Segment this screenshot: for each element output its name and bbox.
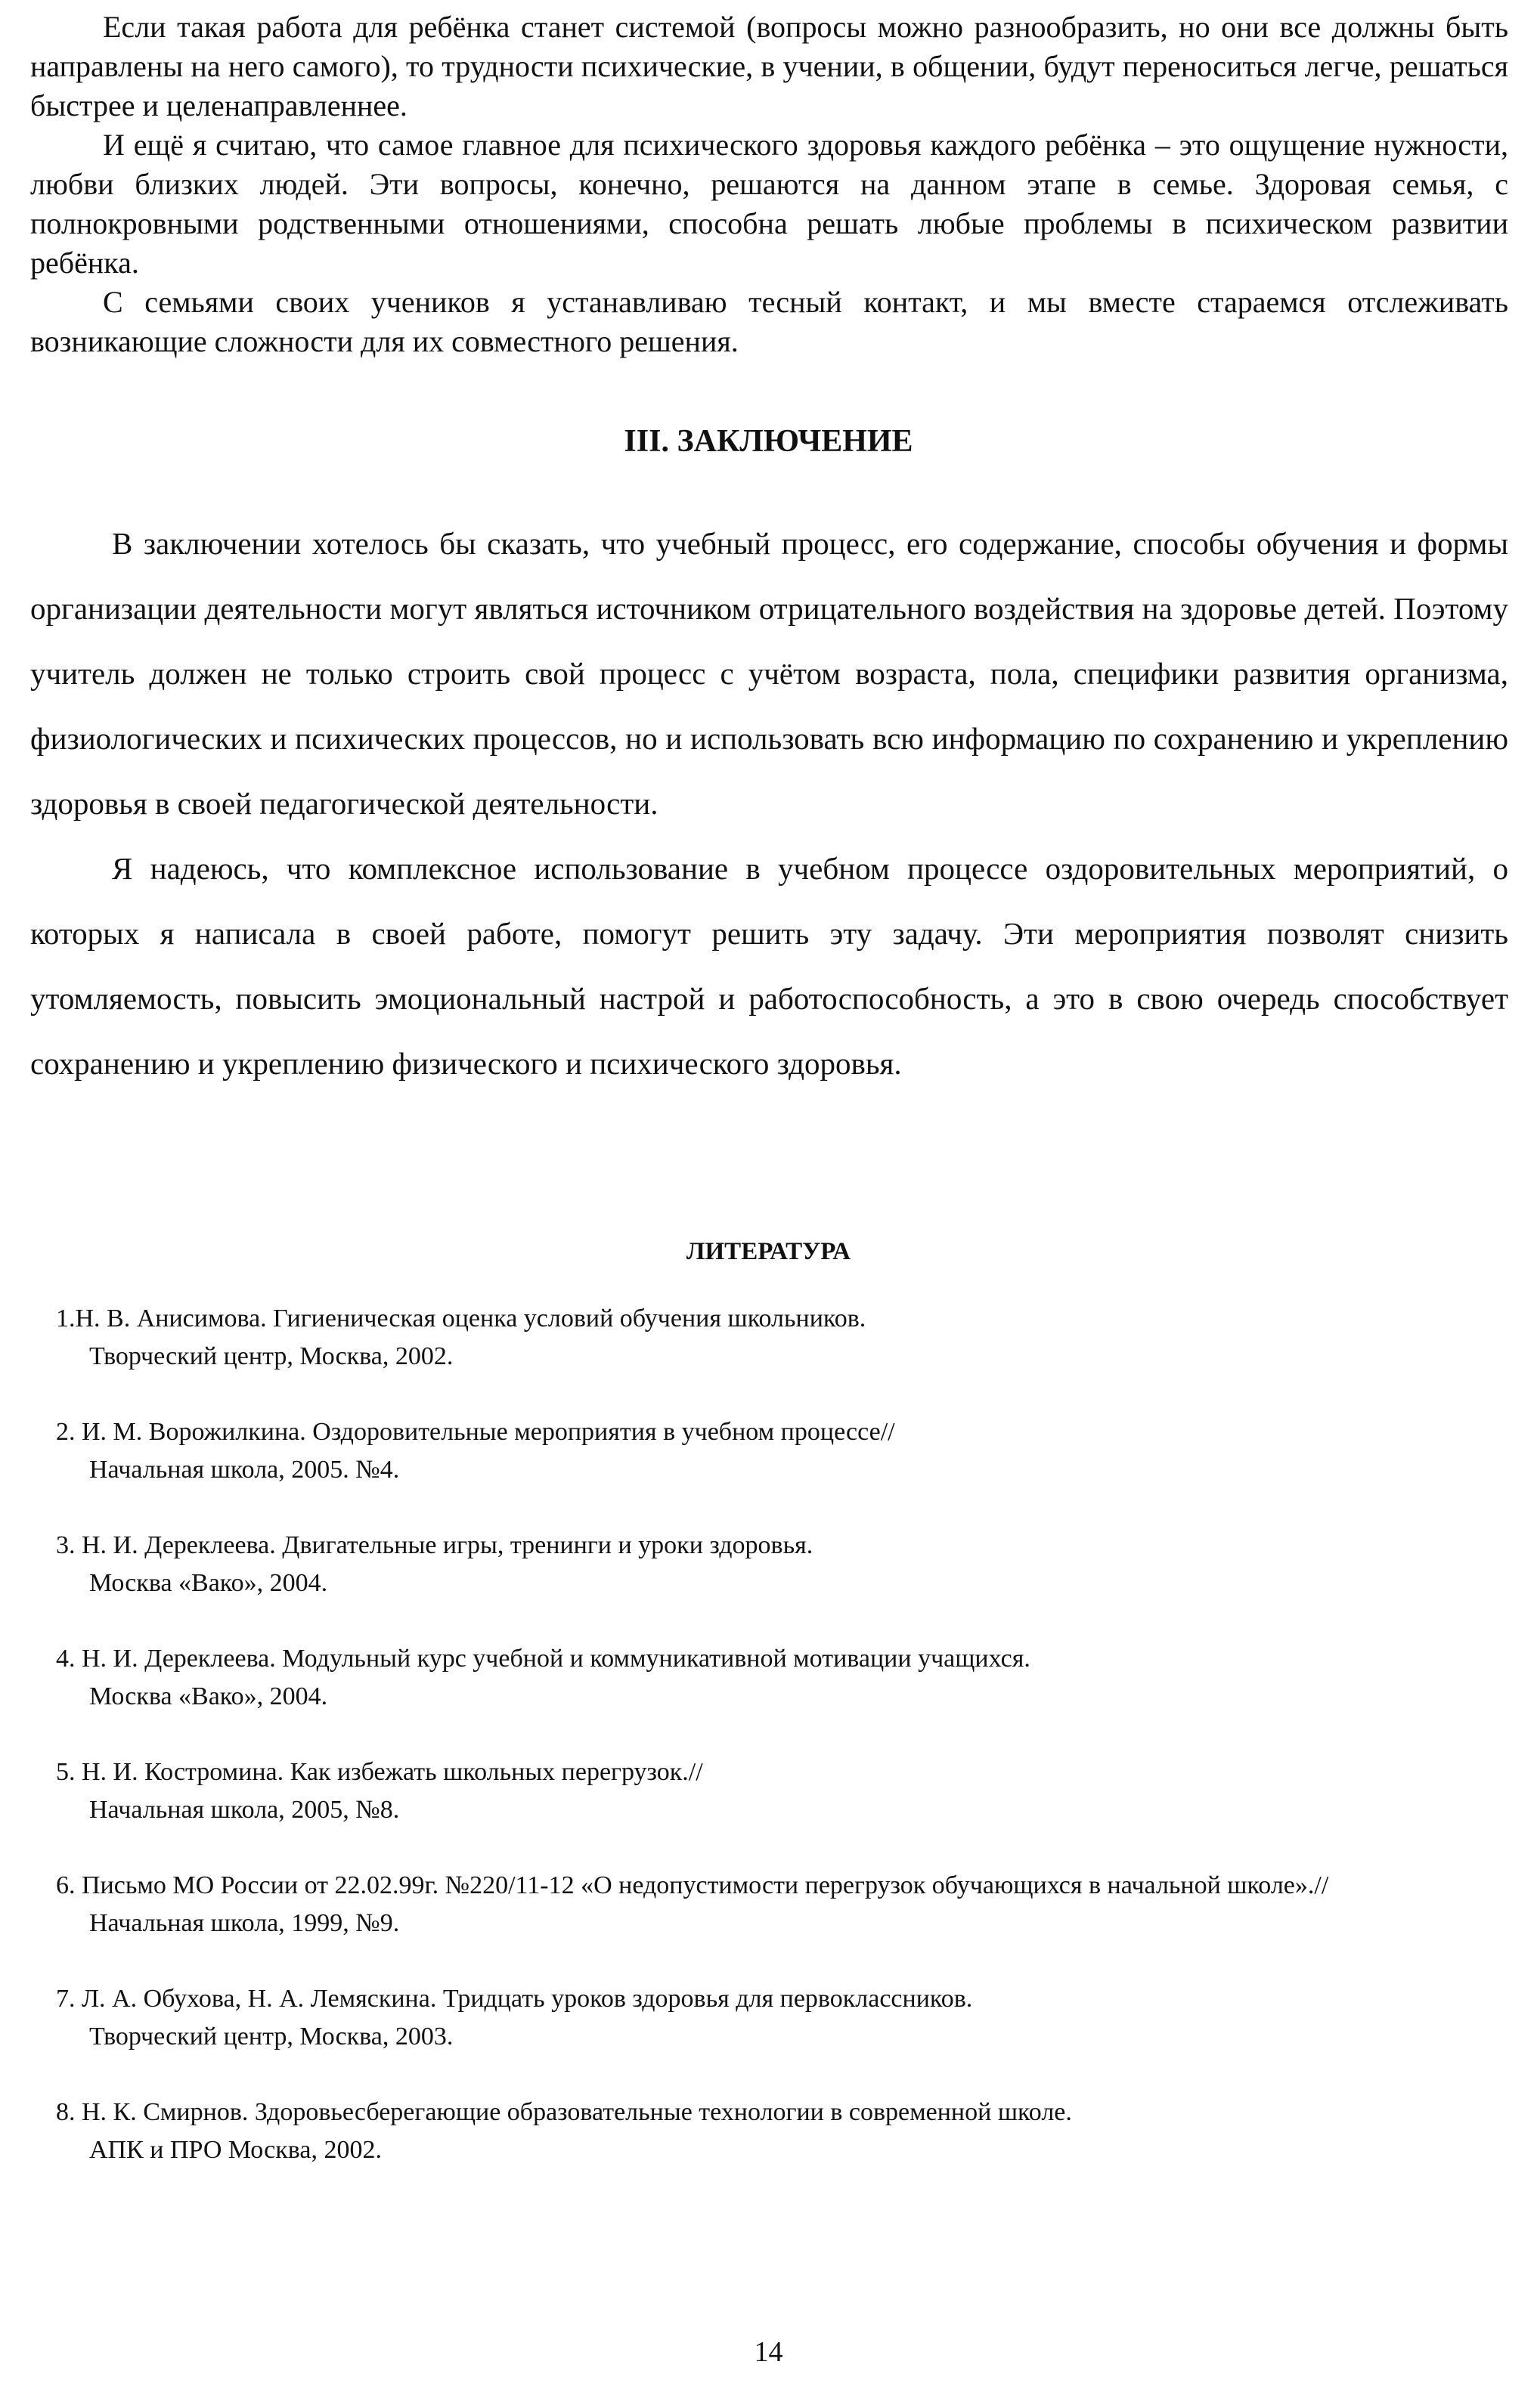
paragraph: Если такая работа для ребёнка станет системой (вопросы можно разнообразить, но они все должны быть направлены на него самого), то трудности психические, в учении, в общении, будут переноситься легче, решаться быстрее и целенаправленнее. [30, 10, 1508, 122]
reference-item [56, 1867, 1511, 1942]
reference-item [56, 1980, 1511, 2056]
reference-item [56, 1640, 1511, 1716]
reference-item [56, 1753, 1511, 1829]
section-title: III. ЗАКЛЮЧЕНИЕ [624, 424, 913, 459]
conclusion-text [30, 511, 1508, 1096]
reference-source: Творческий центр, Москва, 2003. [89, 2023, 454, 2051]
reference-line: 8. Н. К. Смирнов. Здоровьесберегающие образовательные технологии в современной школе. [56, 2098, 1072, 2126]
reference-list [56, 1300, 1511, 2207]
paragraph: И ещё я считаю, что самое главное для психического здоровья каждого ребёнка – это ощущение нужности, любви близких людей. Эти вопросы, конечно, решаются на данном этапе в семье. Здоровая семья, с полнокровными родственными отношениями, способна решать любые проблемы в психическом развитии ребёнка. [30, 128, 1508, 280]
literature-title: ЛИТЕРАТУРА [686, 1238, 851, 1265]
reference-line: 5. Н. И. Костромина. Как избежать школьных перегрузок.// [56, 1758, 703, 1786]
reference-item [56, 1527, 1511, 1602]
reference-source: Творческий центр, Москва, 2002. [89, 1342, 454, 1370]
reference-source: Начальная школа, 1999, №9. [89, 1909, 400, 1937]
reference-line: 3. Н. И. Дереклеева. Двигательные игры, тренинги и уроки здоровья. [56, 1531, 813, 1559]
reference-source: Начальная школа, 2005. №4. [89, 1456, 400, 1484]
reference-line: 1.Н. В. Анисимова. Гигиеническая оценка условий обучения школьников. [56, 1305, 866, 1332]
reference-line: 2. И. М. Ворожилкина. Оздоровительные мероприятия в учебном процессе// [56, 1418, 895, 1446]
paragraph: С семьями своих учеников я устанавливаю тесный контакт, и мы вместе стараемся отслеживать возникающие сложности для их совместного решения. [30, 285, 1508, 358]
paragraph: Я надеюсь, что комплексное использование в учебном процессе оздоровительных мероприятий, о которых я написала в своей работе, помогут решить эту задачу. Эти мероприятия позволят снизить утомляемость, повысить эмоциональный настрой и работоспособность, а это в свою очередь способствует сохранению и укреплению физического и психического здоровья. [30, 851, 1508, 1081]
intro-text [30, 8, 1508, 361]
paragraph: В заключении хотелось бы сказать, что учебный процесс, его содержание, способы обучения и формы организации деятельности могут являться источником отрицательного воздействия на здоровье детей. Поэтому учитель должен не только строить свой процесс с учётом возраста, пола, специфики развития организма, физиологических и психических процессов, но и использовать всю информацию по сохранению и укреплению здоровья в своей педагогической деятельности. [30, 526, 1508, 821]
reference-source: АПК и ПРО Москва, 2002. [89, 2136, 382, 2164]
reference-source: Начальная школа, 2005, №8. [89, 1796, 400, 1824]
page-number: 14 [754, 2336, 783, 2368]
reference-line: 7. Л. А. Обухова, Н. А. Лемяскина. Тридцать уроков здоровья для первоклассников. [56, 1985, 973, 2013]
reference-line: 6. Письмо МО России от 22.02.99г. №220/11-12 «О недопустимости перегрузок обучающихся в начальной школе».// [56, 1871, 1329, 1899]
reference-source: Москва «Вако», 2004. [89, 1682, 328, 1710]
reference-item [56, 1413, 1511, 1489]
reference-item [56, 1300, 1511, 1376]
reference-item [56, 2094, 1511, 2169]
reference-source: Москва «Вако», 2004. [89, 1569, 328, 1597]
reference-line: 4. Н. И. Дереклеева. Модульный курс учебной и коммуникативной мотивации учащихся. [56, 1645, 1030, 1673]
